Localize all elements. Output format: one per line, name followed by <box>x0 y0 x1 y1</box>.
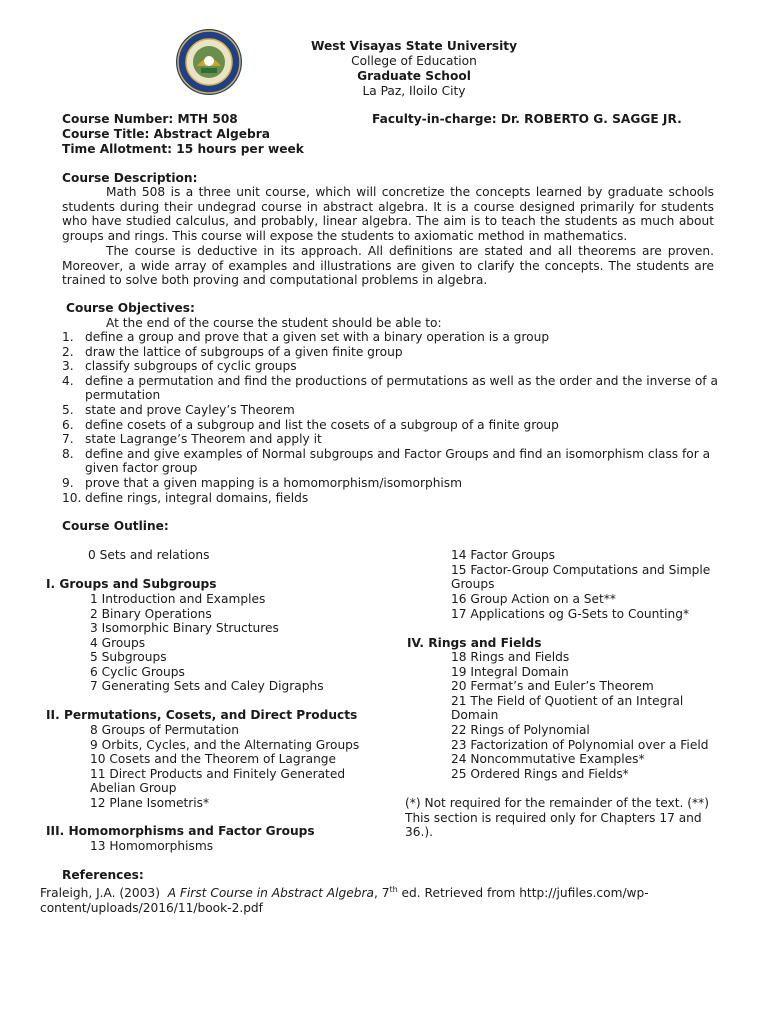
objectives-intro: At the end of the course the student should be able to: <box>106 316 442 330</box>
outline-item: 10 Cosets and the Theorem of Lagrange <box>90 752 337 766</box>
outline-item: 20 Fermat’s and Euler’s Theorem <box>451 679 654 693</box>
outline-item: 12 Plane Isometris* <box>90 796 210 810</box>
outline-item: 9 Orbits, Cycles, and the Alternating Groups <box>90 738 360 752</box>
outline-section-heading: II. Permutations, Cosets, and Direct Products <box>46 708 358 722</box>
outline-item: 21 The Field of Quotient of an Integral <box>451 694 684 708</box>
outline-item: 13 Homomorphisms <box>90 839 214 853</box>
outline-item: 17 Applications og G-Sets to Counting* <box>451 607 690 621</box>
outline-item: 7 Generating Sets and Caley Digraphs <box>90 679 324 693</box>
objectives-heading: Course Objectives: <box>66 301 195 315</box>
outline-item: 5 Subgroups <box>90 650 167 664</box>
objective-item: 9. prove that a given mapping is a homomorphism/isomorphism <box>62 475 463 490</box>
objective-item: 10. define rings, integral domains, fields <box>62 490 309 505</box>
outline-item: 15 Factor-Group Computations and Simple <box>451 563 711 577</box>
outline-item: 3 Isomorphic Binary Structures <box>90 621 279 635</box>
outline-item: 16 Group Action on a Set** <box>451 592 617 606</box>
objective-item: 8. define and give examples of Normal subgroups and Factor Groups and find an isomorphism class for a given factor group <box>62 446 711 476</box>
outline-section-heading: IV. Rings and Fields <box>407 636 542 650</box>
objective-item: 5. state and prove Cayley’s Theorem <box>62 402 295 417</box>
outline-item: Abelian Group <box>90 781 177 795</box>
objective-item: 1. define a group and prove that a given set with a binary operation is a group <box>62 330 550 344</box>
objective-item: 2. draw the lattice of subgroups of a given finite group <box>62 344 403 359</box>
objective-item: 3. classify subgroups of cyclic groups <box>62 359 297 374</box>
outline-item: 24 Noncommutative Examples* <box>451 752 645 766</box>
outline-item: 22 Rings of Polynomial <box>451 723 590 737</box>
outline-item: 18 Rings and Fields <box>451 650 570 664</box>
outline-item: 25 Ordered Rings and Fields* <box>451 767 629 781</box>
objectives-list <box>62 330 722 505</box>
objective-item: 4. define a permutation and find the productions of permutations as well as the order and the inverse of a permutation <box>62 373 718 403</box>
outline-section-heading: I. Groups and Subgroups <box>46 577 217 591</box>
objective-item: 7. state Lagrange’s Theorem and apply it <box>62 432 322 447</box>
location: La Paz, Iloilo City <box>362 84 466 98</box>
course-title: Course Title: Abstract Algebra <box>62 127 270 141</box>
faculty-in-charge: Faculty-in-charge: Dr. ROBERTO G. SAGGE JR. <box>372 112 682 126</box>
outline-item: 19 Integral Domain <box>451 665 569 679</box>
description-paragraph-1: Math 508 is a three unit course, which will concretize the concepts learned by graduate schools students during their undegrad course in abstract algebra. It is a course designed primarily for students who have studied calculus, and probably, linear algebra. The aim is to teach the students as much about groups and rings. This course will expose the students to axiomatic method in mathematics. <box>62 185 714 243</box>
references-heading: References: <box>62 868 144 882</box>
outline-item: 0 Sets and relations <box>88 548 210 562</box>
reference-edition: , 7 <box>373 886 390 901</box>
reference-edition-suffix: th <box>389 885 398 894</box>
reference-entry <box>40 883 680 915</box>
university-name: West Visayas State University <box>310 39 518 53</box>
school-name: Graduate School <box>357 69 471 83</box>
outline-footnote: (*) Not required for the remainder of the text. (**) This section is required only for Chapters 17 and 36.). <box>405 796 709 840</box>
outline-item: 6 Cyclic Groups <box>90 665 185 679</box>
description-paragraph-2: The course is deductive in its approach. All definitions are stated and all theorems are proven. Moreover, a wide array of examples and illustrations are given to clarify the concepts. The students are trained to solve both proving and computational problems in algebra. <box>62 244 714 288</box>
reference-link-text: ed. Retrieved from http://jufiles.com/wp-content/uploads/2016/11/book-2.pdf <box>40 886 649 915</box>
outline-item: Domain <box>451 708 499 722</box>
objective-item: 6. define cosets of a subgroup and list the cosets of a subgroup of a finite group <box>62 417 559 432</box>
time-allotment: Time Allotment: 15 hours per week <box>62 142 304 156</box>
outline-section-heading: III. Homomorphisms and Factor Groups <box>46 824 315 838</box>
reference-author: Fraleigh, J.A. (2003) <box>40 886 160 901</box>
description-heading: Course Description: <box>62 171 198 185</box>
outline-item: 4 Groups <box>90 636 146 650</box>
outline-item: 11 Direct Products and Finitely Generated <box>90 767 346 781</box>
outline-item: 14 Factor Groups <box>451 548 556 562</box>
outline-item: 8 Groups of Permutation <box>90 723 239 737</box>
course-number: Course Number: MTH 508 <box>62 112 238 126</box>
outline-heading: Course Outline: <box>62 519 169 533</box>
outline-item: 2 Binary Operations <box>90 607 212 621</box>
college-name: College of Education <box>351 54 477 68</box>
outline-item: Groups <box>451 577 495 591</box>
outline-item: 1 Introduction and Examples <box>90 592 266 606</box>
reference-book-title: A First Course in Abstract Algebra <box>167 886 374 901</box>
outline-item: 23 Factorization of Polynomial over a Field <box>451 738 709 752</box>
